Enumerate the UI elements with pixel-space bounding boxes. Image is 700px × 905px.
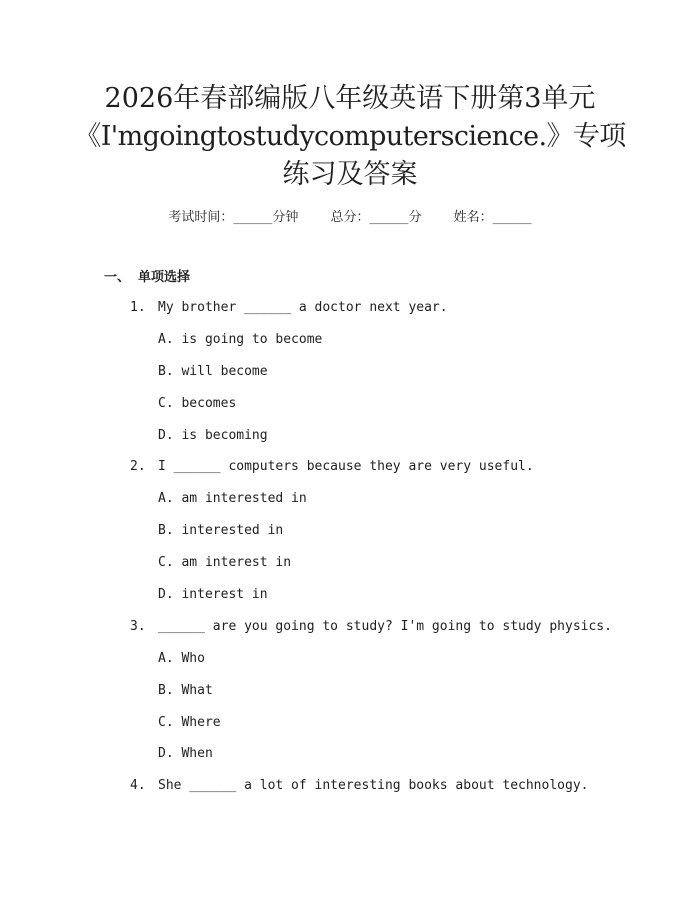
question-text: My brother ______ a doctor next year. [158,300,448,315]
question-3 [130,619,612,634]
question-2 [130,459,534,474]
title-line-2: 《I'mgoingtostudycomputerscience.》专项 [74,121,626,152]
section-label: 单项选择 [138,270,191,285]
title-line-1: 2026年春部编版八年级英语下册第3单元 [104,83,596,114]
option: A. is going to become [158,332,323,347]
question-text: I ______ computers because they are very useful. [158,459,534,474]
document-title [60,80,640,194]
section-heading [104,266,190,285]
exam-score: 总分：______分 [330,210,422,225]
option: A. Who [158,651,205,666]
option: B. interested in [158,523,284,538]
question-number: 1. [130,300,146,315]
option: C. Where [158,715,221,730]
question-text: She ______ a lot of interesting books about technology. [158,778,589,793]
option: A. am interested in [158,491,307,506]
question-number: 3. [130,619,146,634]
section-number: 一、 [104,270,131,285]
exam-info [0,206,700,225]
option: B. What [158,683,213,698]
title-line-3: 练习及答案 [282,159,418,190]
question-number: 4. [130,778,146,793]
exam-time: 考试时间：______分钟 [168,210,299,225]
question-1 [130,300,448,315]
option: B. will become [158,364,268,379]
option: D. interest in [158,587,268,602]
question-text: ______ are you going to study? I'm going to study physics. [158,619,612,634]
option: C. am interest in [158,555,292,570]
exam-name: 姓名：______ [453,210,532,225]
option: D. is becoming [158,428,268,443]
question-number: 2. [130,459,146,474]
option: C. becomes [158,396,237,411]
question-4 [130,778,588,793]
option: D. When [158,746,213,761]
